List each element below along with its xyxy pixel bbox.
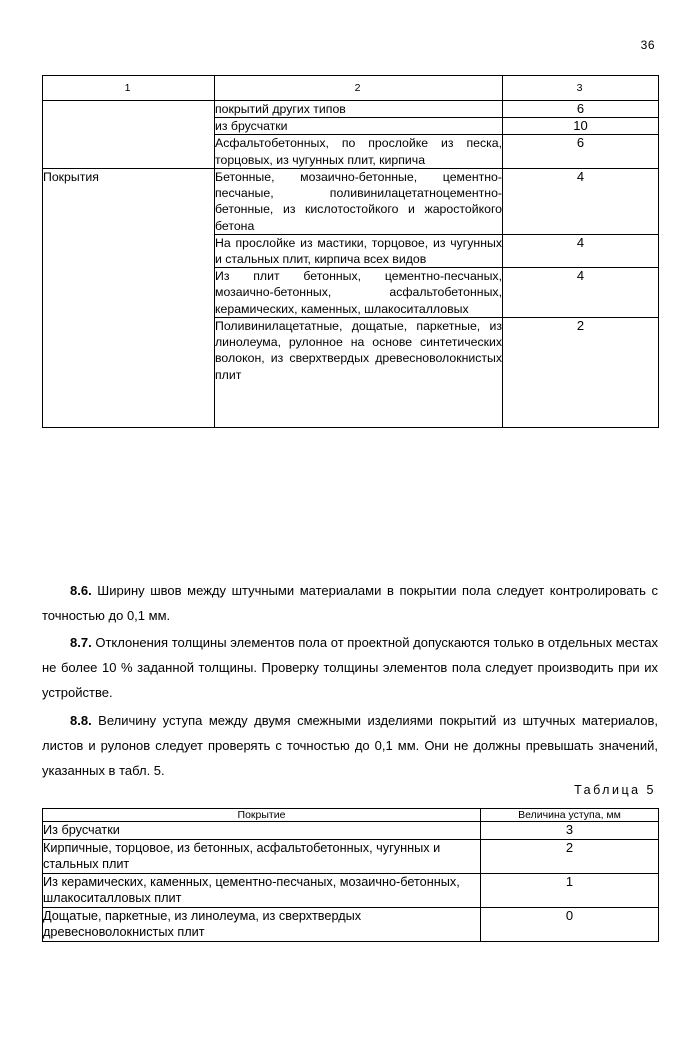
table-row [43,168,659,234]
table-row [43,268,659,318]
cell-description: Бетонные, мозаично-бетонные, цементно-песчаные, поливинилацетатноцементно-бетонные, из кислотостойкого и жаростойкого бетона [215,169,502,233]
table5-caption: Таблица 5 [574,783,656,797]
table-row [43,822,659,840]
cell-value: 10 [503,118,659,135]
cell-value: 4 [503,168,659,234]
column-number-1: 1 [43,76,215,101]
cell-covering: Из брусчатки [43,822,481,840]
column-number-3: 3 [503,76,659,101]
cell-value: 2 [481,839,659,873]
cell-covering-name: Покрытия [43,168,215,234]
table-row [43,76,659,101]
table-continued [42,75,659,428]
cell-value: 3 [481,822,659,840]
table5-header-row [43,809,659,822]
paragraph-number: 8.8. [70,713,92,728]
cell-value: 4 [503,268,659,318]
table-row [43,101,659,118]
cell-covering-name [43,317,215,428]
paragraph-number: 8.7. [70,635,92,650]
cell-value: 0 [481,907,659,941]
table5-header-value: Величина уступа, мм [481,809,659,822]
cell-value: 2 [503,317,659,428]
paragraph-text: Ширину швов между штучными материалами в покрытии пола следует контролировать с точностью до 0,1 мм. [42,583,658,623]
cell-covering-name [43,118,215,135]
column-number-2: 2 [215,76,503,101]
table-row [43,234,659,267]
cell-covering: Дощатые, паркетные, из линолеума, из сверхтвердых древесноволокнистых плит [43,907,481,941]
cell-value: 1 [481,873,659,907]
paragraph-8-6 [42,578,658,628]
table5-header-covering: Покрытие [43,809,481,822]
paragraph-8-8 [42,708,658,783]
cell-description: Поливинилацетатные, дощатые, паркетные, из линолеума, рулонное на основе синтетических волокон, из сверхтвердых древесноволокнистых плит [215,317,503,428]
table-row [43,873,659,907]
cell-description: из брусчатки [215,118,503,135]
cell-covering: Кирпичные, торцовое, из бетонных, асфальтобетонных, чугунных и стальных плит [43,839,481,873]
cell-covering-name [43,135,215,168]
table5 [42,808,659,942]
cell-description: покрытий других типов [215,101,503,118]
cell-covering: Из керамических, каменных, цементно-песчаных, мозаично-бетонных, шлакоситалловых плит [43,873,481,907]
cell-covering-name [43,101,215,118]
cell-description: Из плит бетонных, цементно-песчаных, мозаично-бетонных, асфальтобетонных, керамических, каменных, шлакоситалловых [215,269,502,316]
paragraph-8-7 [42,630,658,705]
table-row [43,839,659,873]
paragraph-number: 8.6. [70,583,92,598]
cell-value: 6 [503,135,659,168]
cell-value: 6 [503,101,659,118]
page-number: 36 [640,38,655,52]
table-row [43,118,659,135]
cell-description: На прослойке из мастики, торцовое, из чугунных и стальных плит, кирпича всех видов [215,235,502,266]
table-row [43,317,659,428]
cell-covering-name [43,268,215,318]
paragraph-text: Отклонения толщины элементов пола от проектной допускаются только в отдельных местах не более 10 % заданной толщины. Проверку толщины элементов пола следует производить при их устройстве. [42,635,658,700]
cell-value: 4 [503,234,659,267]
cell-covering-name [43,234,215,267]
cell-description: Асфальтобетонных, по прослойке из песка, торцовых, из чугунных плит, кирпича [215,136,502,167]
table-row [43,135,659,168]
table-row [43,907,659,941]
paragraph-text: Величину уступа между двумя смежными изделиями покрытий из штучных материалов, листов и рулонов следует проверять с точностью до 0,1 мм. Они не должны превышать значений, указанных в табл. 5. [42,713,658,778]
